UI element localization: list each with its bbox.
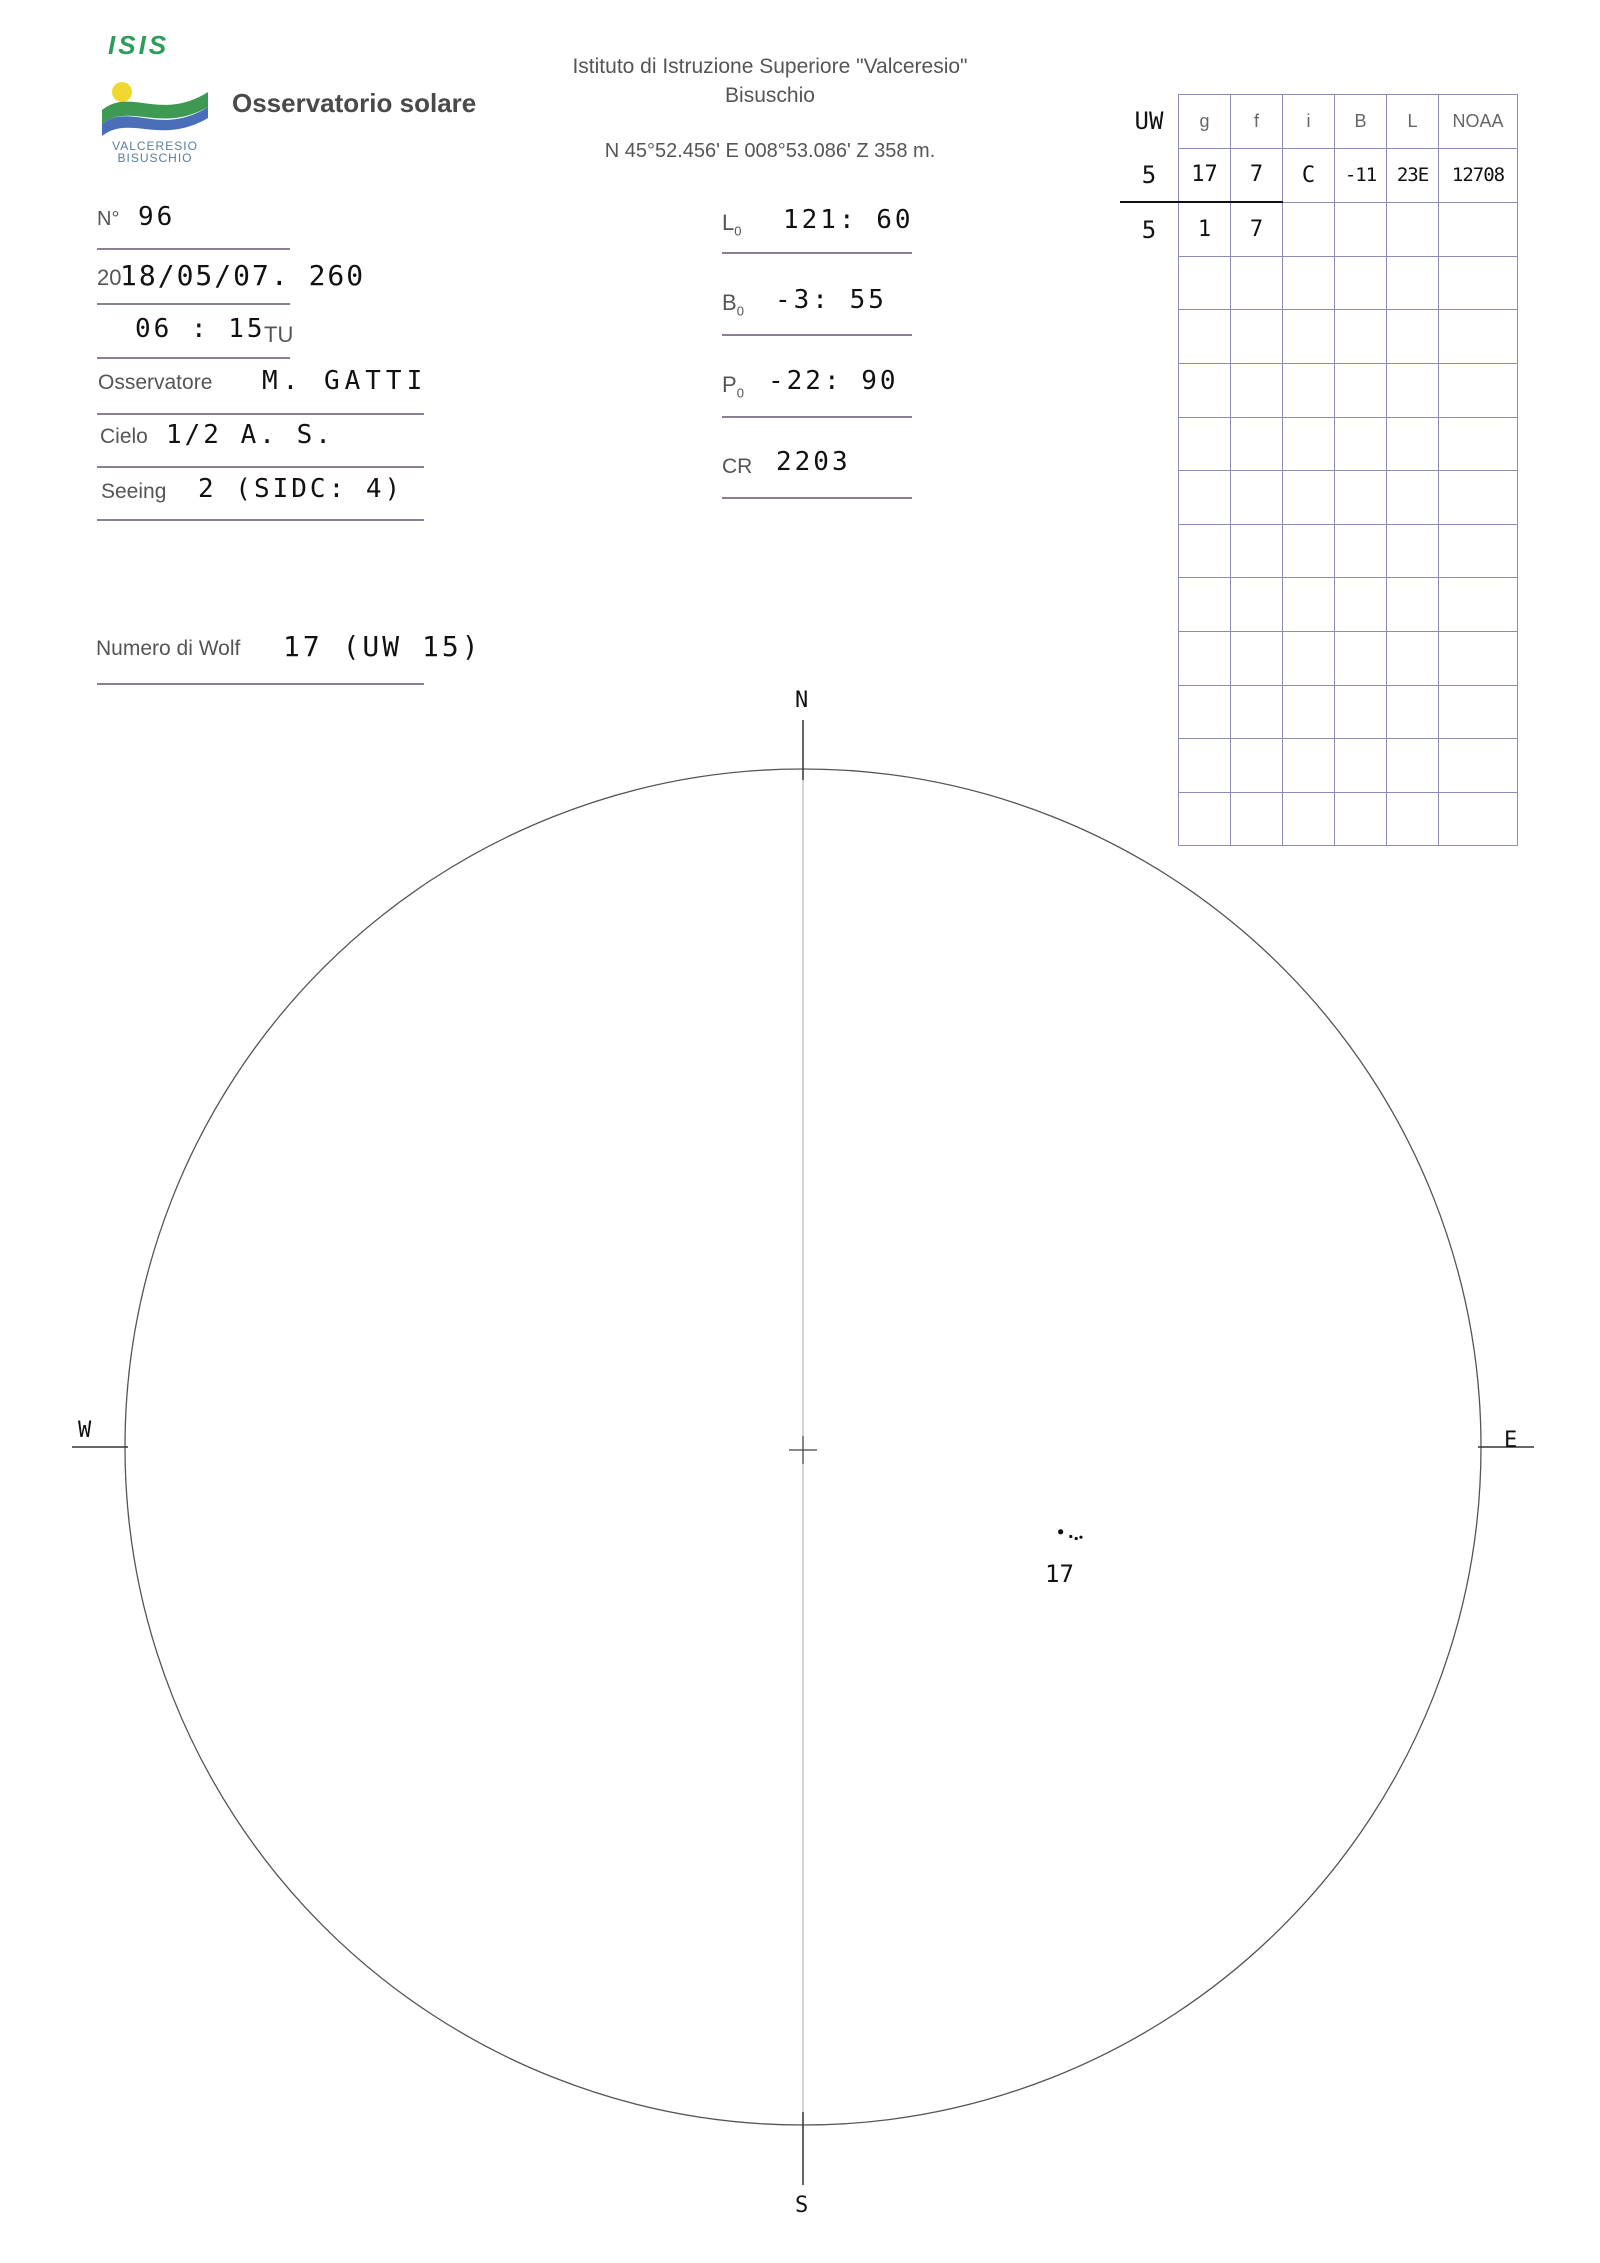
- cell-f: 7: [1231, 148, 1283, 202]
- logo-sub-2: BISUSCHIO: [117, 151, 193, 165]
- cell-b: -11: [1335, 148, 1387, 202]
- cell-g: 17: [1179, 148, 1231, 202]
- group-label: 17: [1045, 1560, 1074, 1588]
- seeing-label: Seeing: [101, 480, 167, 503]
- header-noaa: NOAA: [1439, 95, 1518, 149]
- seeing-value: 2 (SIDC: 4): [198, 474, 404, 504]
- cell-g: 1: [1179, 202, 1231, 256]
- p0-value: -22: 90: [768, 366, 899, 396]
- header-l: L: [1387, 95, 1439, 149]
- observer-value: M. GATTI: [262, 366, 428, 396]
- number-value: 96: [138, 202, 176, 232]
- cell-i: C: [1283, 148, 1335, 202]
- header-f: f: [1231, 95, 1283, 149]
- number-label: N°: [97, 208, 120, 230]
- cell-noaa: 12708: [1439, 148, 1518, 202]
- header-b: B: [1335, 95, 1387, 149]
- date-value: 18/05/07. 260: [120, 259, 366, 292]
- west-label: W: [78, 1418, 92, 1443]
- time-value: 06 : 15: [135, 314, 266, 344]
- cr-label: CR: [722, 455, 753, 478]
- logo-text: ISIS: [108, 30, 170, 60]
- l0-value: 121: 60: [783, 205, 914, 235]
- east-label: E: [1504, 1428, 1518, 1453]
- north-label: N: [795, 688, 809, 713]
- south-label: S: [795, 2193, 809, 2218]
- p0-subscript: 0: [736, 385, 744, 401]
- header-g: g: [1179, 95, 1231, 149]
- sunspot: [1079, 1536, 1082, 1539]
- b0-value: -3: 55: [775, 285, 887, 315]
- date-prefix: 20: [97, 265, 122, 290]
- header-i: i: [1283, 95, 1335, 149]
- institute-town: Bisuschio: [725, 84, 815, 107]
- header-uw: UW: [1134, 107, 1164, 136]
- sky-label: Cielo: [100, 425, 148, 448]
- sunspot: [1075, 1537, 1078, 1540]
- cr-value: 2203: [776, 447, 851, 477]
- b0-subscript: 0: [736, 303, 744, 319]
- cell-uw: 5: [1120, 202, 1179, 256]
- cell-f: 7: [1231, 202, 1283, 256]
- sunspot: [1058, 1529, 1063, 1534]
- l0-subscript: 0: [734, 223, 742, 239]
- sunspot-group: [1058, 1529, 1083, 1540]
- b0-letter: B: [722, 290, 737, 315]
- institute-name: Istituto di Istruzione Superiore "Valceresio": [572, 55, 968, 78]
- logo-sub-1: VALCERESIO: [112, 139, 198, 153]
- l0-letter: L: [722, 210, 735, 235]
- observer-label: Osservatore: [98, 371, 213, 394]
- page-title: Osservatorio solare: [232, 88, 477, 118]
- observatory-coordinates: N 45°52.456' E 008°53.086' Z 358 m.: [604, 140, 936, 162]
- sky-value: 1/2 A. S.: [166, 420, 334, 450]
- cell-uw: 5: [1141, 160, 1157, 189]
- wolf-label: Numero di Wolf: [96, 637, 241, 660]
- time-unit: TU: [264, 322, 294, 347]
- wolf-value: 17 (UW 15): [283, 630, 482, 663]
- sunspot: [1069, 1535, 1072, 1538]
- p0-letter: P: [722, 372, 737, 397]
- cell-l: 23E: [1387, 148, 1439, 202]
